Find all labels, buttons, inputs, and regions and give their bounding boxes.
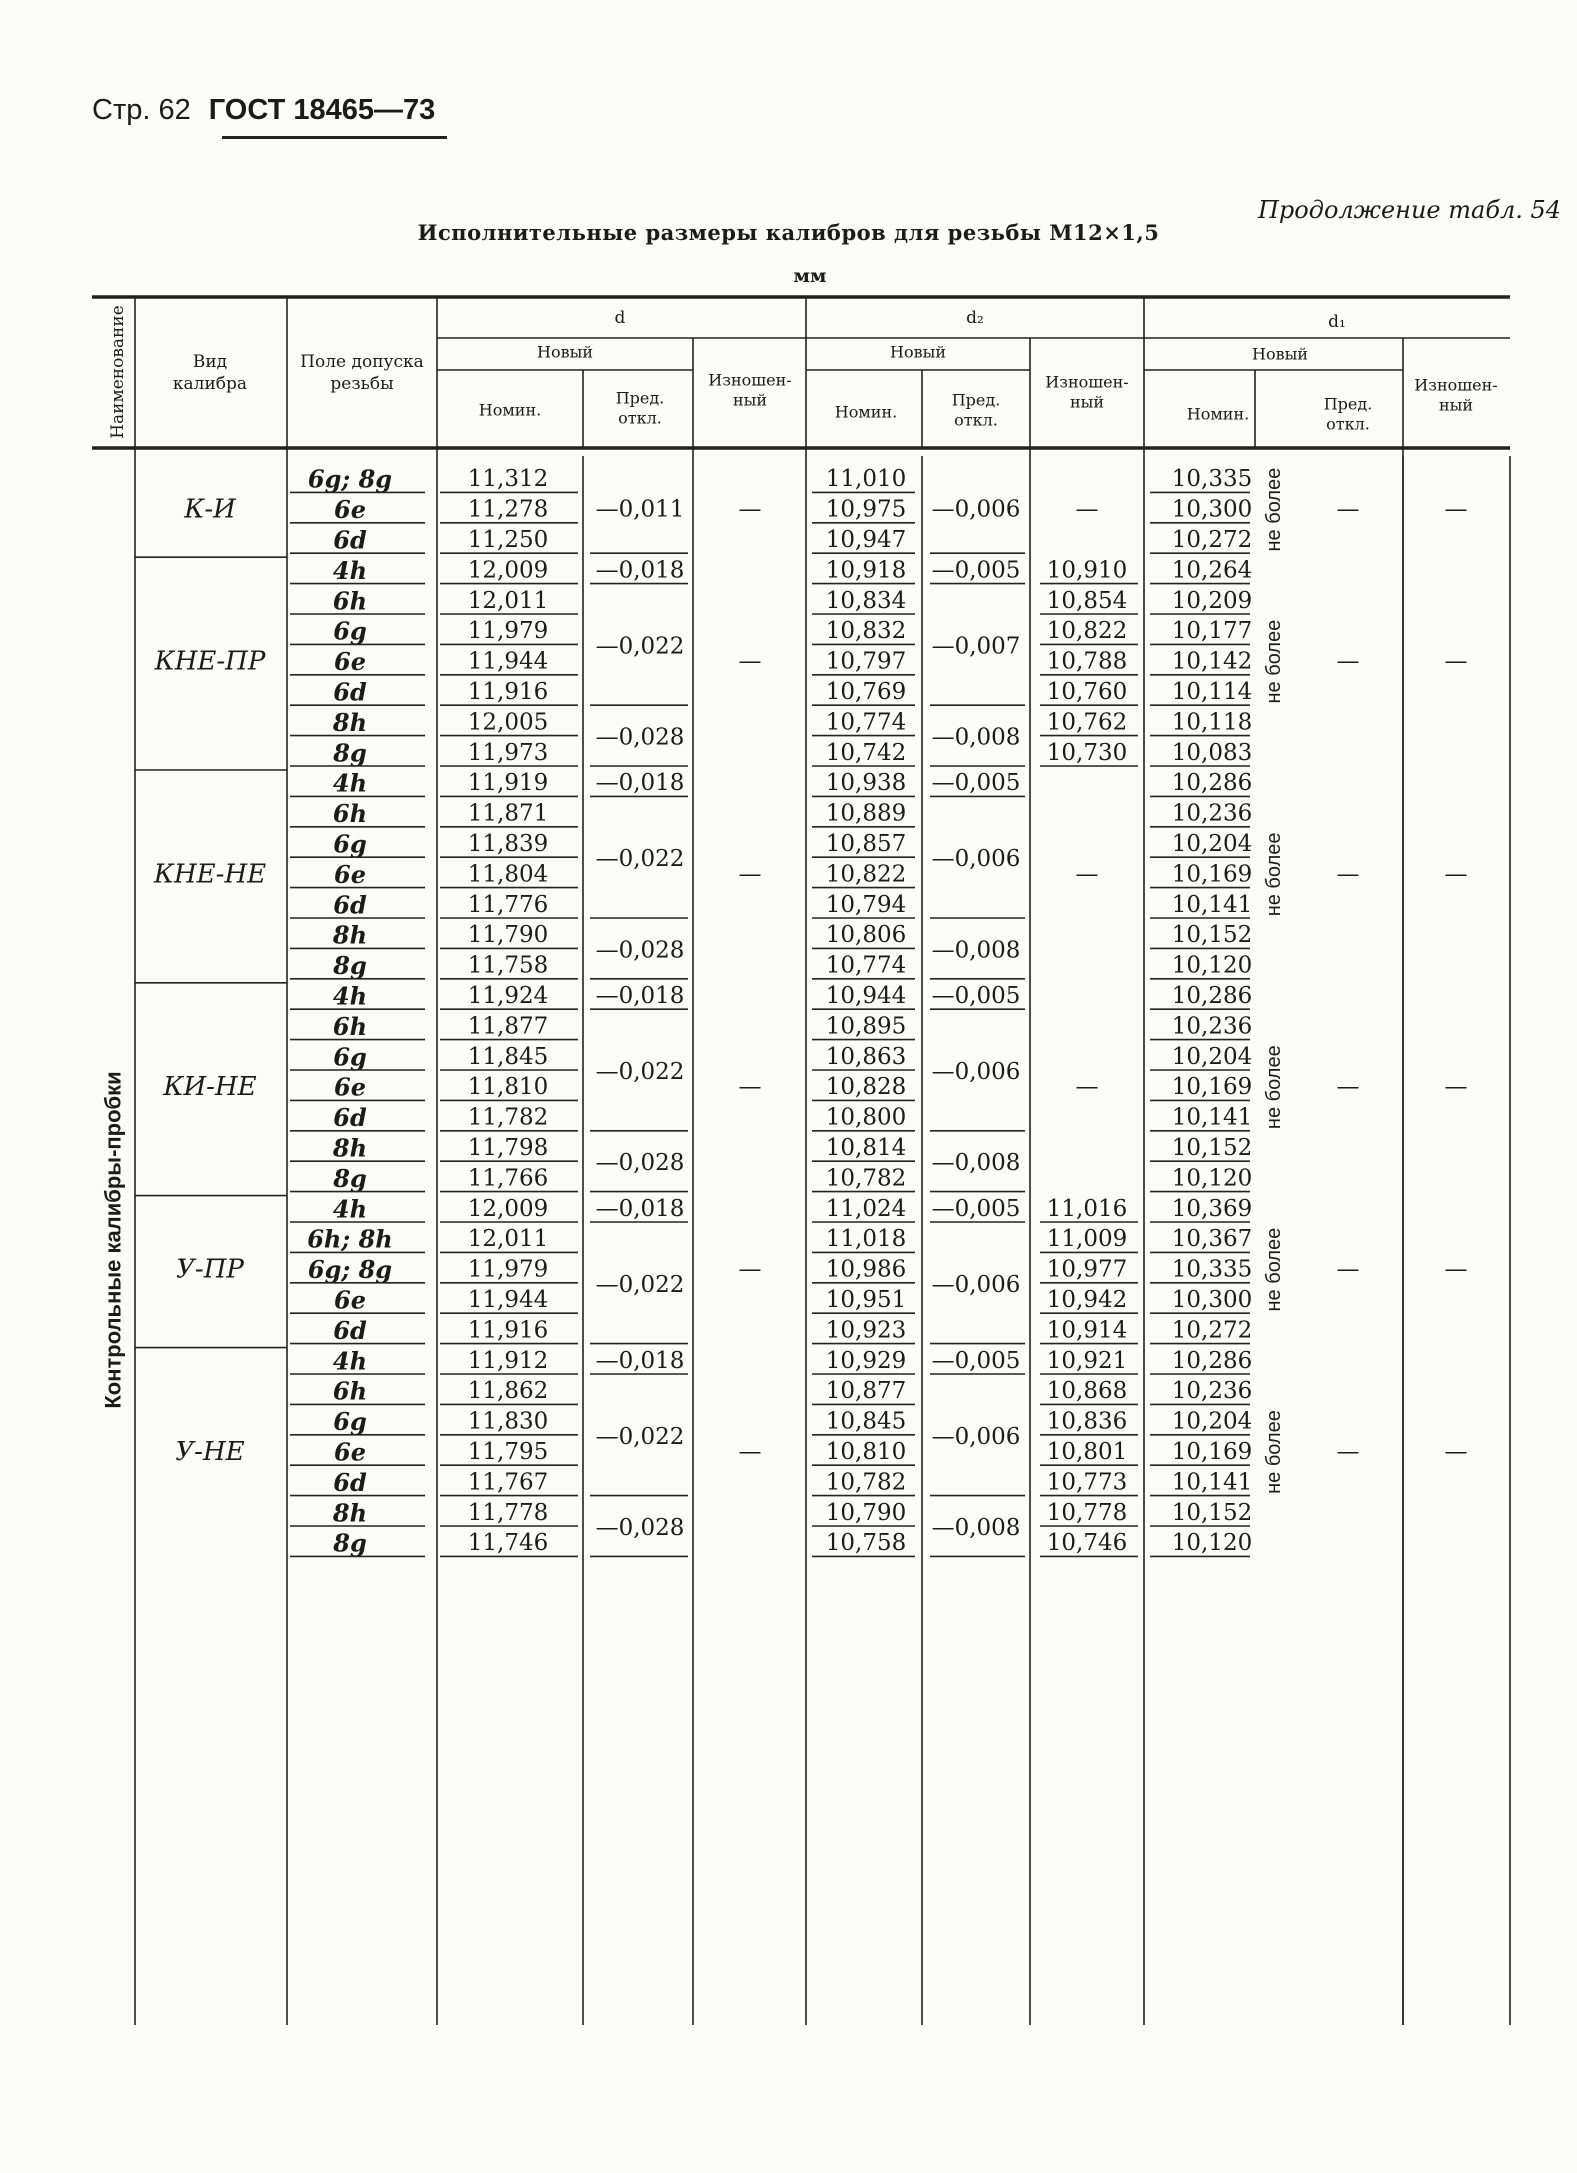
d2-nominal: 10,951 xyxy=(825,1287,907,1313)
d2-nominal: 10,794 xyxy=(825,891,907,918)
table-unit: мм xyxy=(793,265,827,287)
d1-nominal: 10,141 xyxy=(1171,1469,1253,1496)
d1-nominal: 10,286 xyxy=(1171,983,1253,1009)
d2-nominal: 11,018 xyxy=(825,1226,907,1253)
tolerance-field: 8h xyxy=(332,707,368,737)
tolerance-field: 6h; 8h xyxy=(307,1224,393,1254)
d2-nominal: 10,782 xyxy=(825,1469,907,1496)
tolerance-field: 6e xyxy=(334,1072,366,1102)
d1-nominal: 10,300 xyxy=(1171,496,1253,523)
d2-deviation: —0,006 xyxy=(931,1059,1021,1085)
tolerance-field: 6d xyxy=(333,525,367,555)
d-deviation: —0,022 xyxy=(595,1059,685,1085)
d2-worn-2: — xyxy=(1075,861,1099,888)
d1-nominal: 10,204 xyxy=(1171,1408,1253,1435)
d-worn-2: — xyxy=(738,861,762,888)
tolerance-field: 6g xyxy=(333,616,367,646)
d-nominal: 11,919 xyxy=(467,770,549,797)
tolerance-field: 6h xyxy=(332,1376,368,1406)
d-nominal: 11,795 xyxy=(467,1439,549,1465)
header-d2-dev-1: Пред. xyxy=(951,390,1001,410)
d-nominal: 12,011 xyxy=(467,587,549,614)
d2-nominal: 10,758 xyxy=(825,1530,907,1557)
tolerance-field: 8h xyxy=(332,1498,368,1528)
tolerance-field: 6e xyxy=(334,495,366,525)
header-d2-worn-1: Изношен- xyxy=(1045,372,1129,392)
d1-not-more-1: не более xyxy=(1263,619,1285,704)
d1-worn-4: — xyxy=(1444,1256,1468,1283)
d2-nominal: 10,797 xyxy=(825,648,907,675)
d-deviation: —0,028 xyxy=(595,724,685,751)
d2-deviation: —0,005 xyxy=(931,1195,1021,1222)
d2-nominal: 10,944 xyxy=(825,983,907,1009)
tolerance-field: 6g; 8g xyxy=(307,464,393,494)
d2-deviation: —0,007 xyxy=(931,633,1021,660)
d2-deviation: —0,008 xyxy=(931,1515,1021,1541)
d-nominal: 11,804 xyxy=(467,861,549,888)
d1-nominal: 10,367 xyxy=(1171,1226,1253,1253)
d-deviation: —0,018 xyxy=(595,1195,685,1222)
header-d-dev-2: откл. xyxy=(618,408,662,428)
section-name-vertical: Контрольные калибры-пробки xyxy=(100,1071,126,1409)
d2-deviation: —0,005 xyxy=(931,557,1021,584)
d2-worn: 10,921 xyxy=(1046,1347,1128,1374)
d1-worn-2: — xyxy=(1444,861,1468,888)
tolerance-field: 6h xyxy=(332,1011,368,1041)
tolerance-field: 4h xyxy=(332,768,368,798)
d1-nominal: 10,264 xyxy=(1171,557,1253,584)
d1-worn-3: — xyxy=(1444,1074,1468,1101)
d2-nominal: 10,975 xyxy=(825,496,907,523)
d2-nominal: 11,010 xyxy=(825,466,907,493)
tolerance-field: 4h xyxy=(332,981,368,1011)
d2-worn: 10,773 xyxy=(1046,1469,1128,1496)
d1-nominal: 10,114 xyxy=(1171,679,1253,705)
d1-dev-1: — xyxy=(1336,648,1360,675)
tolerance-field: 6d xyxy=(333,890,367,920)
d-nominal: 11,278 xyxy=(467,496,549,523)
header-gauge-type-1: Вид xyxy=(192,352,228,372)
d-deviation: —0,022 xyxy=(595,1423,685,1450)
header-d2-worn-2: ный xyxy=(1069,392,1105,412)
tolerance-field: 6h xyxy=(332,799,368,829)
table-title: Исполнительные размеры калибров для резьбы М12×1,5 xyxy=(417,220,1160,245)
d-worn-5: — xyxy=(738,1439,762,1465)
d-nominal: 11,776 xyxy=(467,891,549,918)
d-nominal: 11,778 xyxy=(467,1499,549,1526)
d2-worn: 11,009 xyxy=(1046,1226,1128,1253)
d1-nominal: 10,236 xyxy=(1171,1013,1253,1040)
d2-nominal: 10,774 xyxy=(825,709,907,736)
tolerance-field: 6d xyxy=(333,677,367,707)
d-nominal: 12,005 xyxy=(467,709,549,736)
d2-worn: 10,788 xyxy=(1046,648,1128,675)
d2-worn: 10,914 xyxy=(1046,1317,1128,1344)
d2-worn: 10,762 xyxy=(1046,709,1128,736)
d2-nominal: 10,877 xyxy=(825,1378,907,1405)
d2-nominal: 10,782 xyxy=(825,1165,907,1192)
d2-deviation: —0,008 xyxy=(931,937,1021,964)
d1-not-more-4: не более xyxy=(1263,1227,1285,1312)
continuation-note: Продолжение табл. 54 xyxy=(1258,196,1562,224)
d2-deviation: —0,006 xyxy=(931,496,1021,523)
d2-nominal: 10,822 xyxy=(825,861,907,888)
d2-nominal: 10,814 xyxy=(825,1135,907,1161)
tolerance-field: 8g xyxy=(333,738,367,768)
d2-worn-3: — xyxy=(1075,1074,1099,1101)
d-deviation: —0,022 xyxy=(595,1271,685,1298)
d1-nominal: 10,209 xyxy=(1171,587,1253,614)
header-d-worn-1: Изношен- xyxy=(708,370,792,390)
d1-nominal: 10,335 xyxy=(1171,466,1253,493)
gauge-type-0: К-И xyxy=(184,494,236,525)
tolerance-field: 6d xyxy=(333,1315,367,1345)
d-deviation: —0,018 xyxy=(595,770,685,797)
tolerance-field: 8g xyxy=(333,951,367,981)
d2-nominal: 10,806 xyxy=(825,922,907,949)
d2-worn: 10,746 xyxy=(1046,1530,1128,1557)
header-d1-worn-2: ный xyxy=(1438,395,1474,415)
d-nominal: 11,924 xyxy=(467,983,549,1009)
d2-worn: 11,016 xyxy=(1046,1195,1128,1222)
d1-nominal: 10,369 xyxy=(1171,1195,1253,1222)
d2-nominal: 10,889 xyxy=(825,800,907,827)
d2-nominal: 10,832 xyxy=(825,618,907,645)
d2-deviation: —0,006 xyxy=(931,1423,1021,1450)
d-deviation: —0,011 xyxy=(595,496,685,523)
d1-nominal: 10,300 xyxy=(1171,1287,1253,1313)
d2-worn: 10,822 xyxy=(1046,618,1128,645)
d1-dev-2: — xyxy=(1336,861,1360,888)
d-nominal: 11,979 xyxy=(467,618,549,645)
header-d1-dev-1: Пред. xyxy=(1323,394,1373,414)
d1-not-more-3: не более xyxy=(1263,1045,1285,1130)
d-nominal: 11,250 xyxy=(467,527,549,553)
d2-worn: 10,730 xyxy=(1046,739,1128,766)
d-deviation: —0,028 xyxy=(595,1150,685,1177)
header-d1: d₁ xyxy=(1328,312,1346,332)
d2-deviation: —0,006 xyxy=(931,1271,1021,1298)
header-d-nominal: Номин. xyxy=(478,400,542,420)
d2-nominal: 11,024 xyxy=(825,1195,907,1222)
d-nominal: 11,944 xyxy=(467,648,549,675)
d-nominal: 11,862 xyxy=(467,1378,549,1405)
d2-nominal: 10,790 xyxy=(825,1499,907,1526)
d1-nominal: 10,272 xyxy=(1171,527,1253,553)
tolerance-field: 6e xyxy=(334,1285,366,1315)
d2-worn: 10,977 xyxy=(1046,1256,1128,1283)
tolerance-field: 6e xyxy=(334,647,366,677)
d1-nominal: 10,120 xyxy=(1171,952,1253,979)
d2-deviation: —0,005 xyxy=(931,983,1021,1009)
d1-nominal: 10,152 xyxy=(1171,1135,1253,1161)
d1-nominal: 10,286 xyxy=(1171,1347,1253,1374)
tolerance-field: 6h xyxy=(332,586,368,616)
header-gauge-type-2: калибра xyxy=(172,374,248,394)
d1-nominal: 10,169 xyxy=(1171,1074,1253,1101)
d1-nominal: 10,120 xyxy=(1171,1165,1253,1192)
tolerance-field: 4h xyxy=(332,1346,368,1376)
d2-nominal: 10,947 xyxy=(825,527,907,553)
d1-dev-5: — xyxy=(1336,1439,1360,1465)
d1-nominal: 10,120 xyxy=(1171,1530,1253,1557)
d-nominal: 11,782 xyxy=(467,1104,549,1131)
d-nominal: 11,758 xyxy=(467,952,549,979)
tolerance-field: 8g xyxy=(333,1163,367,1193)
tolerance-field: 6g xyxy=(333,1407,367,1437)
d1-dev-4: — xyxy=(1336,1256,1360,1283)
standard-number: ГОСТ 18465—73 xyxy=(208,94,436,126)
d2-nominal: 10,863 xyxy=(825,1043,907,1070)
d-nominal: 11,973 xyxy=(467,739,549,766)
d1-nominal: 10,236 xyxy=(1171,800,1253,827)
d2-deviation: —0,008 xyxy=(931,1150,1021,1177)
d2-nominal: 10,774 xyxy=(825,952,907,979)
gauge-type-1: КНЕ-ПР xyxy=(154,646,266,677)
d2-nominal: 10,834 xyxy=(825,587,907,614)
d-nominal: 11,912 xyxy=(467,1347,549,1374)
header-d-dev-1: Пред. xyxy=(615,388,665,408)
d1-nominal: 10,083 xyxy=(1171,739,1253,766)
gauge-type-2: КНЕ-НЕ xyxy=(153,859,267,890)
tolerance-field: 6g xyxy=(333,1042,367,1072)
header-d-new: Новый xyxy=(537,342,593,362)
d1-worn-1: — xyxy=(1444,648,1468,675)
d2-nominal: 10,918 xyxy=(825,557,907,584)
d-nominal: 11,746 xyxy=(467,1530,549,1557)
d1-not-more-2: не более xyxy=(1263,832,1285,917)
d1-nominal: 10,177 xyxy=(1171,618,1253,645)
d2-worn: 10,760 xyxy=(1046,679,1128,705)
d-worn-0: — xyxy=(738,496,762,523)
d-nominal: 12,009 xyxy=(467,557,549,584)
d2-worn: 10,836 xyxy=(1046,1408,1128,1435)
header-d2: d₂ xyxy=(966,308,984,328)
d-nominal: 11,916 xyxy=(467,1317,549,1344)
d-nominal: 11,312 xyxy=(467,466,549,493)
gauge-type-4: У-ПР xyxy=(176,1254,244,1285)
d1-nominal: 10,152 xyxy=(1171,1499,1253,1526)
d2-deviation: —0,005 xyxy=(931,1347,1021,1374)
header-d1-new: Новый xyxy=(1252,344,1308,364)
d-deviation: —0,022 xyxy=(595,846,685,873)
d-nominal: 11,944 xyxy=(467,1287,549,1313)
d-nominal: 11,790 xyxy=(467,922,549,949)
d1-nominal: 10,169 xyxy=(1171,1439,1253,1465)
d-worn-1: — xyxy=(738,648,762,675)
d2-deviation: —0,006 xyxy=(931,846,1021,873)
d-deviation: —0,018 xyxy=(595,983,685,1009)
d1-nominal: 10,204 xyxy=(1171,1043,1253,1070)
d-nominal: 11,871 xyxy=(467,800,549,827)
d2-nominal: 10,810 xyxy=(825,1439,907,1465)
d-nominal: 12,011 xyxy=(467,1226,549,1253)
header-d2-new: Новый xyxy=(890,342,946,362)
d1-nominal: 10,272 xyxy=(1171,1317,1253,1344)
tolerance-field: 6g xyxy=(333,829,367,859)
header-d: d xyxy=(614,308,626,328)
header-d1-nominal: Номин. xyxy=(1186,404,1250,424)
d1-nominal: 10,204 xyxy=(1171,831,1253,857)
tolerance-field: 8h xyxy=(332,1133,368,1163)
d1-nominal: 10,141 xyxy=(1171,891,1253,918)
d-deviation: —0,028 xyxy=(595,1515,685,1541)
header-d1-worn-1: Изношен- xyxy=(1414,375,1498,395)
d2-worn: 10,854 xyxy=(1046,587,1128,614)
d1-worn-5: — xyxy=(1444,1439,1468,1465)
d1-nominal: 10,236 xyxy=(1171,1378,1253,1405)
d-nominal: 11,877 xyxy=(467,1013,549,1040)
d2-nominal: 10,828 xyxy=(825,1074,907,1101)
d-nominal: 11,798 xyxy=(467,1135,549,1161)
d1-nominal: 10,142 xyxy=(1171,648,1253,675)
d-deviation: —0,028 xyxy=(595,937,685,964)
d2-worn: 10,910 xyxy=(1046,557,1128,584)
page-number: Стр. 62 xyxy=(92,94,191,126)
d-nominal: 11,839 xyxy=(467,831,549,857)
tolerance-field: 6g; 8g xyxy=(307,1255,393,1285)
d1-worn-0: — xyxy=(1444,496,1468,523)
d1-nominal: 10,286 xyxy=(1171,770,1253,797)
d2-nominal: 10,769 xyxy=(825,679,907,705)
d-deviation: —0,018 xyxy=(595,557,685,584)
d1-nominal: 10,152 xyxy=(1171,922,1253,949)
header-d2-dev-2: откл. xyxy=(954,410,998,430)
d2-deviation: —0,005 xyxy=(931,770,1021,797)
header-tolerance-field-1: Поле допуска xyxy=(300,352,424,372)
header-d-worn-2: ный xyxy=(732,390,768,410)
tolerance-field: 8g xyxy=(333,1528,367,1558)
d-nominal: 11,810 xyxy=(467,1074,549,1101)
d2-nominal: 10,895 xyxy=(825,1013,907,1040)
gauge-type-3: КИ-НЕ xyxy=(163,1072,257,1103)
d1-nominal: 10,335 xyxy=(1171,1256,1253,1283)
d-nominal: 11,916 xyxy=(467,679,549,705)
tolerance-field: 8h xyxy=(332,920,368,950)
d2-worn: 10,868 xyxy=(1046,1378,1128,1405)
d2-nominal: 10,929 xyxy=(825,1347,907,1374)
d-worn-3: — xyxy=(738,1074,762,1101)
header-tolerance-field-2: резьбы xyxy=(330,374,394,394)
d2-nominal: 10,845 xyxy=(825,1408,907,1435)
tolerance-field: 6d xyxy=(333,1467,367,1497)
d1-nominal: 10,141 xyxy=(1171,1104,1253,1131)
tolerance-field: 4h xyxy=(332,1194,368,1224)
d2-worn: 10,942 xyxy=(1046,1287,1128,1313)
d-nominal: 12,009 xyxy=(467,1195,549,1222)
d-deviation: —0,022 xyxy=(595,633,685,660)
header-d2-nominal: Номин. xyxy=(834,402,898,422)
d2-nominal: 10,857 xyxy=(825,831,907,857)
d1-nominal: 10,169 xyxy=(1171,861,1253,888)
d2-nominal: 10,938 xyxy=(825,770,907,797)
tolerance-field: 4h xyxy=(332,555,368,585)
d2-deviation: —0,008 xyxy=(931,724,1021,751)
d2-worn-0: — xyxy=(1075,496,1099,523)
tolerance-field: 6e xyxy=(334,859,366,889)
gauge-type-5: У-НЕ xyxy=(175,1437,245,1467)
tolerance-field: 6e xyxy=(334,1437,366,1467)
d-nominal: 11,979 xyxy=(467,1256,549,1283)
d-nominal: 11,845 xyxy=(467,1043,549,1070)
d2-nominal: 10,986 xyxy=(825,1256,907,1283)
d-deviation: —0,018 xyxy=(595,1347,685,1374)
d2-nominal: 10,800 xyxy=(825,1104,907,1131)
d1-nominal: 10,118 xyxy=(1171,709,1253,736)
d2-worn: 10,801 xyxy=(1046,1439,1128,1465)
tolerance-field: 6d xyxy=(333,1103,367,1133)
header-name: Наименование xyxy=(108,305,128,439)
d1-dev-0: — xyxy=(1336,496,1360,523)
d-worn-4: — xyxy=(738,1256,762,1283)
d-nominal: 11,766 xyxy=(467,1165,549,1192)
header-d1-dev-2: откл. xyxy=(1326,414,1370,434)
d1-not-more-0: не более xyxy=(1263,467,1285,552)
d-nominal: 11,830 xyxy=(467,1408,549,1435)
d2-worn: 10,778 xyxy=(1046,1499,1128,1526)
d1-dev-3: — xyxy=(1336,1074,1360,1101)
d-nominal: 11,767 xyxy=(467,1469,549,1496)
d2-nominal: 10,923 xyxy=(825,1317,907,1344)
d2-nominal: 10,742 xyxy=(825,739,907,766)
d1-not-more-5: не более xyxy=(1263,1410,1285,1494)
